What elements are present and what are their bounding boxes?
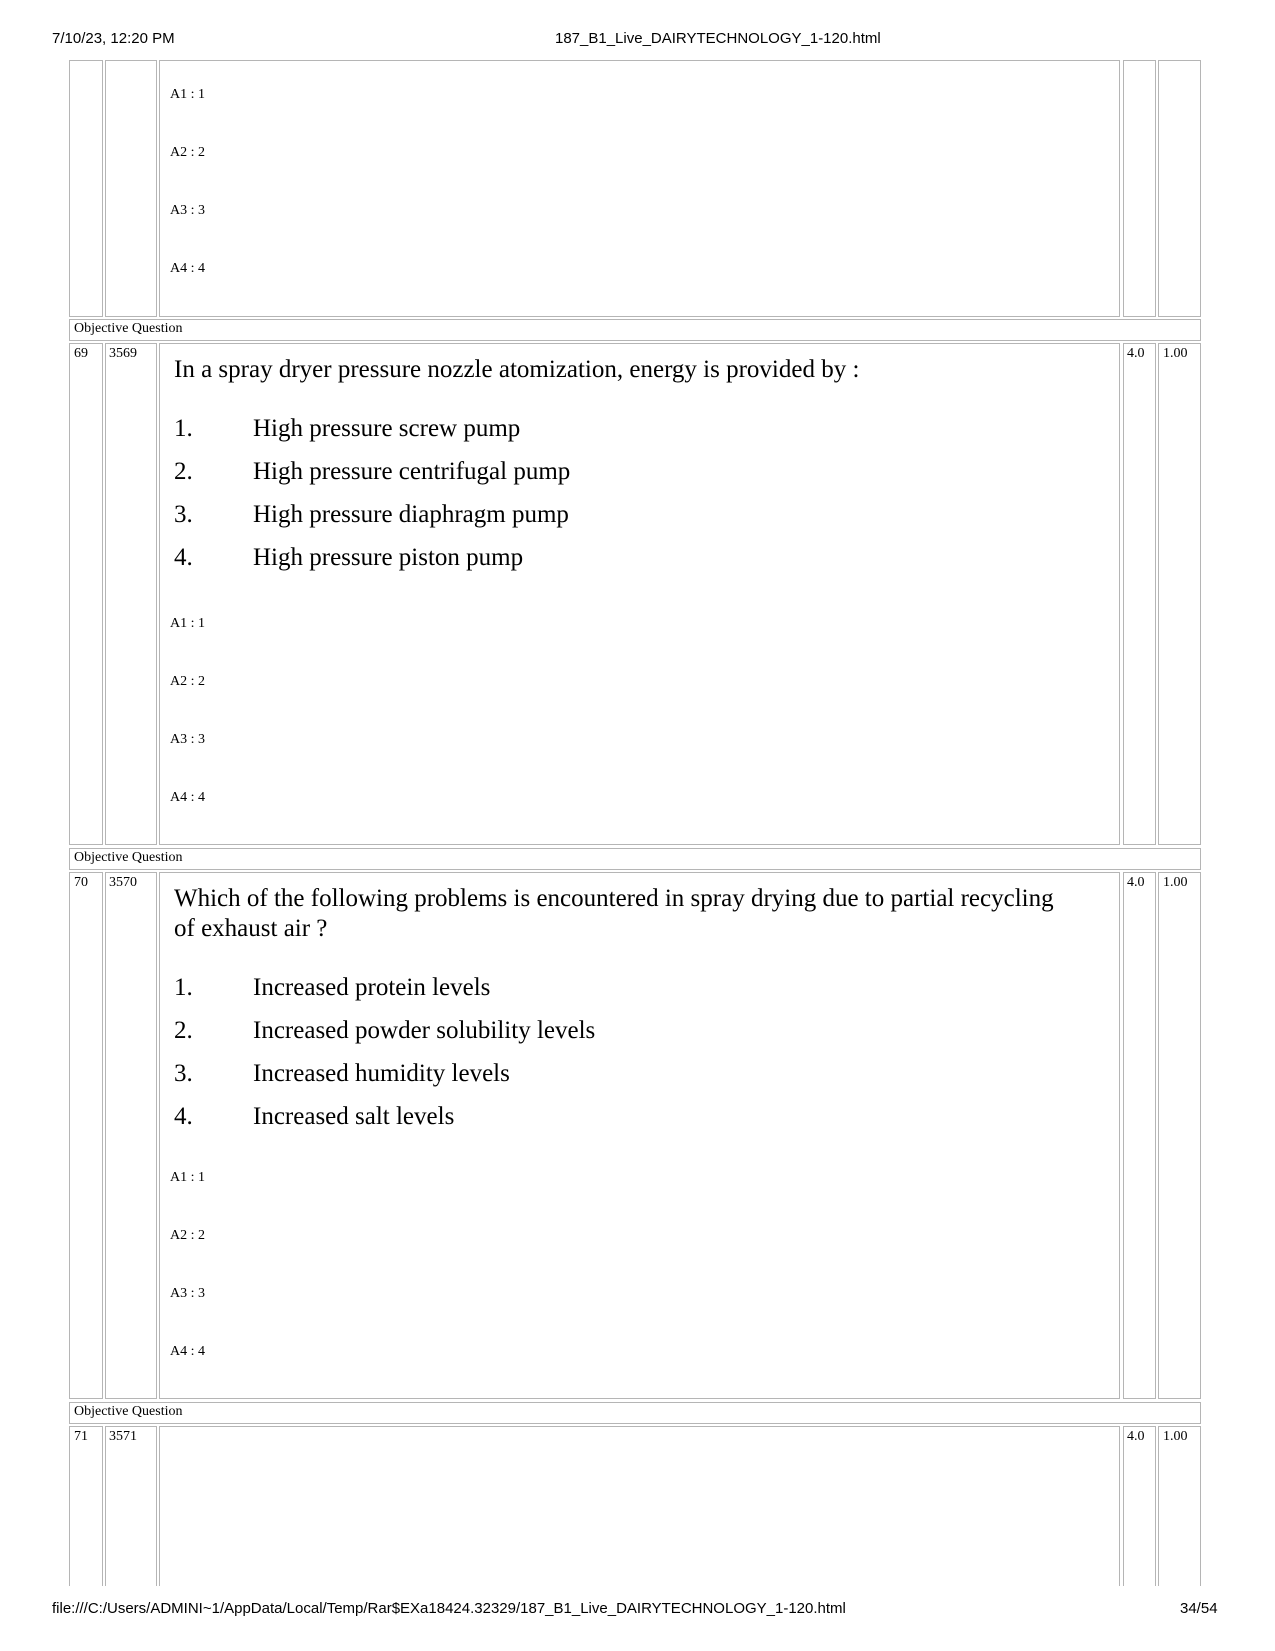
- question-text-line: of exhaust air ?: [174, 915, 328, 942]
- question-serial: 70: [74, 875, 88, 890]
- option-number: 4.: [174, 1103, 193, 1130]
- print-datetime: 7/10/23, 12:20 PM: [52, 30, 175, 47]
- answer-line: A3 : 3: [170, 1286, 205, 1301]
- option-text: High pressure diaphragm pump: [253, 501, 569, 528]
- question-id: 3569: [109, 346, 137, 361]
- question-id: 3571: [109, 1429, 137, 1444]
- marks-cell: [1123, 60, 1156, 317]
- print-title: 187_B1_Live_DAIRYTECHNOLOGY_1-120.html: [555, 30, 881, 47]
- option-number: 3.: [174, 1060, 193, 1087]
- option-number: 2.: [174, 458, 193, 485]
- question-cell: [159, 1426, 1120, 1586]
- question-negative-marks: 1.00: [1163, 875, 1188, 890]
- answer-line: A4 : 4: [170, 790, 205, 805]
- section-label-cell: [69, 848, 1201, 870]
- qid-cell: [105, 1426, 157, 1586]
- option-number: 2.: [174, 1017, 193, 1044]
- option-text: High pressure screw pump: [253, 415, 521, 442]
- qid-cell: [105, 343, 157, 845]
- option-text: Increased humidity levels: [253, 1060, 510, 1087]
- negative-marks-cell: [1158, 343, 1201, 845]
- answer-line: A1 : 1: [170, 1170, 205, 1185]
- answer-line: A2 : 2: [170, 674, 205, 689]
- qid-cell: [105, 60, 157, 317]
- section-label: Objective Question: [74, 321, 183, 336]
- negative-marks-cell: [1158, 60, 1201, 317]
- marks-cell: [1123, 1426, 1156, 1586]
- question-id: 3570: [109, 875, 137, 890]
- option-number: 3.: [174, 501, 193, 528]
- print-file-path: file:///C:/Users/ADMINI~1/AppData/Local/Temp/Rar$EXa18424.32329/187_B1_Live_DAIRYTECHNOLOGY_1-120.html: [52, 1600, 846, 1617]
- option-text: Increased powder solubility levels: [253, 1017, 596, 1044]
- section-label: Objective Question: [74, 1404, 183, 1419]
- question-text: In a spray dryer pressure nozzle atomization, energy is provided by :: [174, 356, 860, 383]
- answer-line: A1 : 1: [170, 616, 205, 631]
- question-marks: 4.0: [1127, 346, 1145, 361]
- question-cell: [159, 872, 1120, 1399]
- answer-line: A2 : 2: [170, 145, 205, 160]
- sno-cell: [69, 60, 103, 317]
- question-cell: [159, 60, 1120, 317]
- option-text: High pressure centrifugal pump: [253, 458, 571, 485]
- question-serial: 71: [74, 1429, 88, 1444]
- question-marks: 4.0: [1127, 875, 1145, 890]
- sno-cell: [69, 1426, 103, 1586]
- answer-line: A3 : 3: [170, 732, 205, 747]
- qid-cell: [105, 872, 157, 1399]
- option-number: 1.: [174, 974, 193, 1001]
- section-label-cell: [69, 319, 1201, 341]
- answer-line: A4 : 4: [170, 1344, 205, 1359]
- print-page-number: 34/54: [1180, 1600, 1218, 1617]
- section-label-cell: [69, 1402, 1201, 1424]
- answer-line: A4 : 4: [170, 261, 205, 276]
- question-negative-marks: 1.00: [1163, 1429, 1188, 1444]
- option-number: 4.: [174, 544, 193, 571]
- question-text-line: Which of the following problems is encountered in spray drying due to partial recycling: [174, 885, 1054, 912]
- question-serial: 69: [74, 346, 88, 361]
- answer-line: A2 : 2: [170, 1228, 205, 1243]
- marks-cell: [1123, 343, 1156, 845]
- option-text: Increased protein levels: [253, 974, 491, 1001]
- section-label: Objective Question: [74, 850, 183, 865]
- answer-line: A1 : 1: [170, 87, 205, 102]
- option-number: 1.: [174, 415, 193, 442]
- sno-cell: [69, 872, 103, 1399]
- marks-cell: [1123, 872, 1156, 1399]
- option-text: Increased salt levels: [253, 1103, 455, 1130]
- answer-line: A3 : 3: [170, 203, 205, 218]
- negative-marks-cell: [1158, 872, 1201, 1399]
- sno-cell: [69, 343, 103, 845]
- question-negative-marks: 1.00: [1163, 346, 1188, 361]
- question-marks: 4.0: [1127, 1429, 1145, 1444]
- negative-marks-cell: [1158, 1426, 1201, 1586]
- option-text: High pressure piston pump: [253, 544, 524, 571]
